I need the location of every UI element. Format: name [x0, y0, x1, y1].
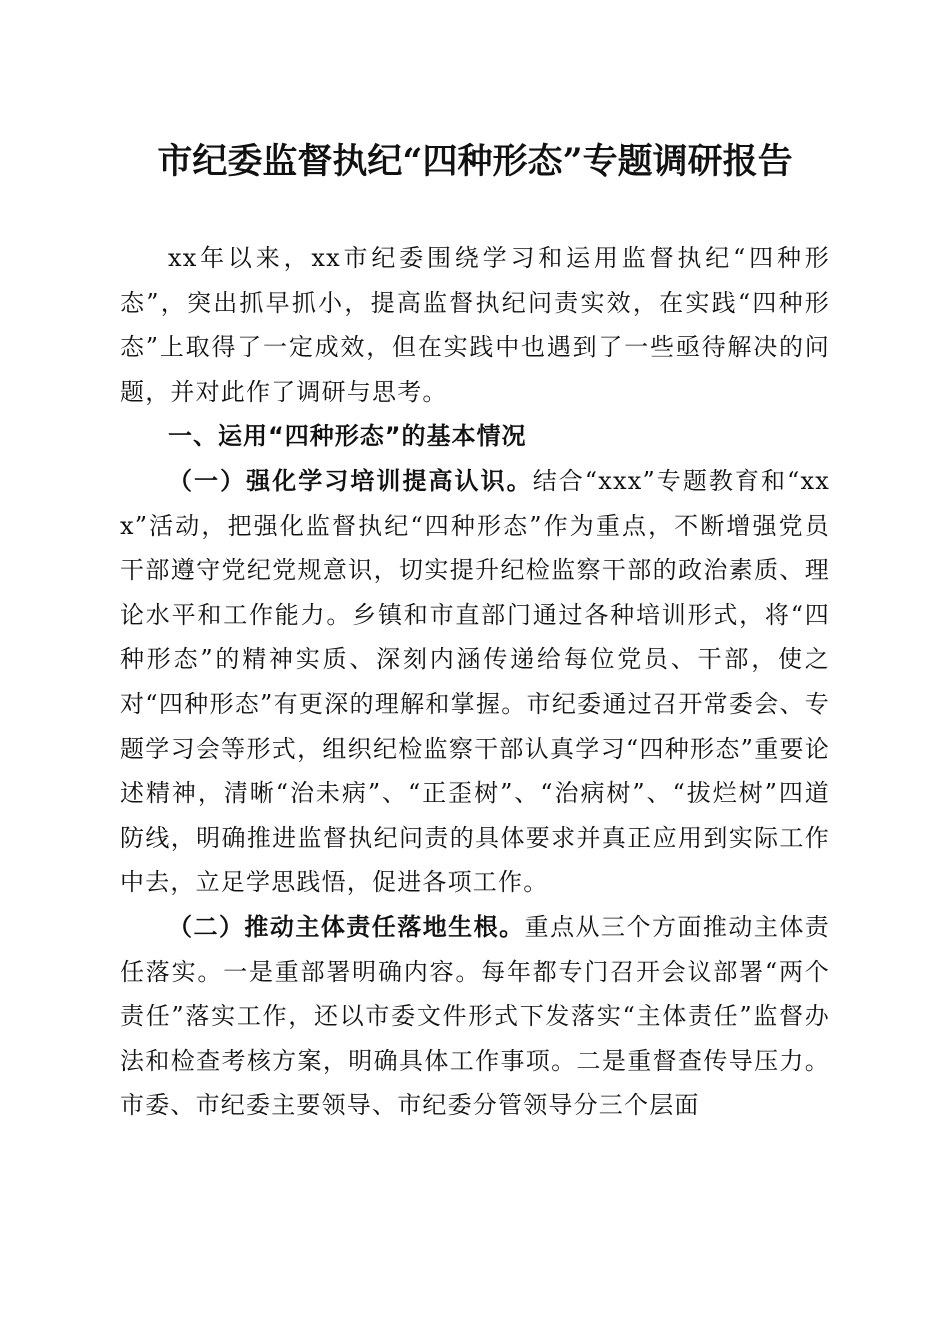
item-1-lead: （一）强化学习培训提高认识。	[168, 465, 533, 495]
document-body	[120, 236, 830, 1128]
intro-paragraph: xx年以来，xx市纪委围绕学习和运用监督执纪“四种形态”，突出抓早抓小，提高监督执纪问责实效，在实践“四种形态”上取得了一定成效，但在实践中也遇到了一些亟待解决的问题，并对此作了调研与思考。	[120, 244, 830, 406]
item-2-lead: （二）推动主体责任落地生根。	[168, 911, 525, 941]
paragraph-item-1	[120, 459, 830, 905]
item-2-text: 重点从三个方面推动主体责任落实。一是重部署明确内容。每年都专门召开会议部署“两个责任”落实工作，还以市委文件形式下发落实“主体责任”监督办法和检查考核方案，明确具体工作事项。二是重督查传导压力。市委、市纪委主要领导、市纪委分管领导分三个层面	[120, 912, 830, 1120]
section-heading: 一、运用“四种形态”的基本情况	[168, 422, 527, 451]
document-title: 市纪委监督执纪“四种形态”专题调研报告	[157, 141, 793, 182]
paragraph-item-2	[120, 905, 830, 1128]
item-1-text: 结合“xxx”专题教育和“xxx”活动，把强化监督执纪“四种形态”作为重点，不断增强党员干部遵守党纪党规意识，切实提升纪检监察干部的政治素质、理论水平和工作能力。乡镇和市直部门通过各种培训形式，将“四种形态”的精神实质、深刻内涵传递给每位党员、干部，使之对“四种形态”有更深的理解和掌握。市纪委通过召开常委会、专题学习会等形式，组织纪检监察干部认真学习“四种形态”重要论述精神，清晰“治未病”、“正歪树”、“治病树”、“拔烂树”四道防线，明确推进监督执纪问责的具体要求并真正应用到实际工作中去，立足学思践悟，促进各项工作。	[120, 466, 830, 897]
